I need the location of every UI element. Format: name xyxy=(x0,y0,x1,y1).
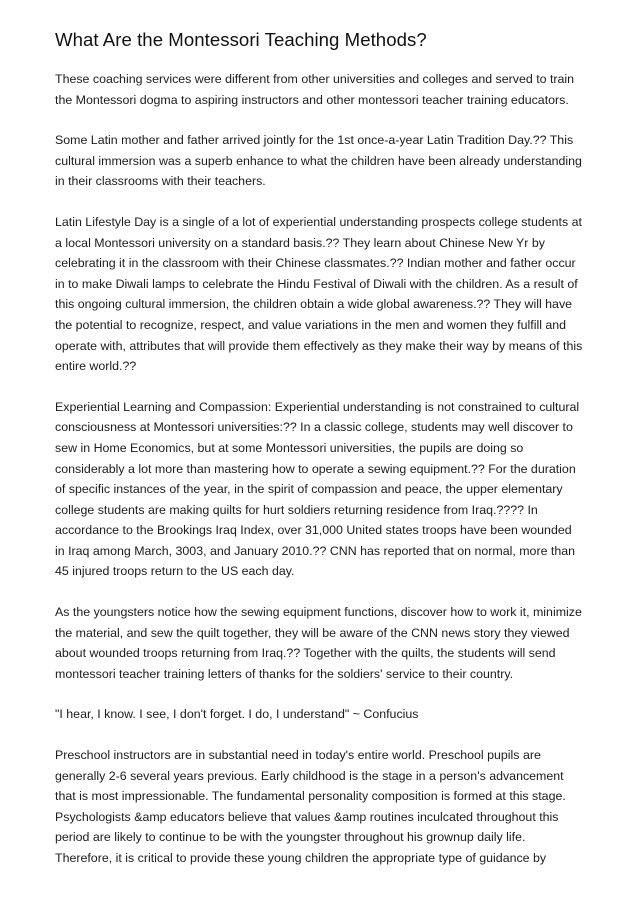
paragraph-sewing-equipment: As the youngsters notice how the sewing equipment functions, discover how to work it, minimize the material, and sew the quilt together, they will be aware of the CNN news story they viewed about wounded troops returning from Iraq.?? Together with the quilts, the students will send montessori teacher training letters of thanks for the soldiers' service to their country. xyxy=(55,605,582,681)
document-body xyxy=(55,69,583,869)
paragraph-latin-tradition-day: Some Latin mother and father arrived jointly for the 1st once-a-year Latin Tradition Day.?? This cultural immersion was a superb enhance to what the children have been already understanding in their classrooms with their teachers. xyxy=(55,133,582,189)
paragraph-experiential-learning: Experiential Learning and Compassion: Experiential understanding is not constrained to cultural consciousness at Montessori universities:?? In a classic college, students may well discover to sew in Home Economics, but at some Montessori universities, the pupils are doing so considerably a lot more than mastering how to operate a sewing equipment.?? For the duration of specific instances of the year, in the spirit of compassion and peace, the upper elementary college students are making quilts for hurt soldiers returning residence from Iraq.???? In accordance to the Brookings Iraq Index, over 31,000 United states troops have been wounded in Iraq among March, 3003, and January 2010.?? CNN has reported that on normal, more than 45 injured troops return to the US each day. xyxy=(55,399,580,579)
page-title: What Are the Montessori Teaching Methods? xyxy=(55,29,427,50)
paragraph-confucius-quote: "I hear, I know. I see, I don't forget. I do, I understand" ~ Confucius xyxy=(55,707,419,722)
paragraph-preschool-instructors: Preschool instructors are in substantial need in today's entire world. Preschool pupils are generally 2-6 several years previous. Early childhood is the stage in a person's advancement that is most impressionable. The fundamental personality composition is formed at this stage. Psychologists &amp educators believe that values &amp routines inculcated throughout this period are likely to continue to be with the youngster throughout his grownup daily life. Therefore, it is critical to provide these young children the appropriate type of guidance by xyxy=(55,748,566,865)
paragraph-latin-lifestyle-day: Latin Lifestyle Day is a single of a lot of experiential understanding prospects college students at a local Montessori university on a standard basis.?? They learn about Chinese New Yr by celebrating it in the classroom with their Chinese classmates.?? Indian mother and father occur in to make Diwali lamps to celebrate the Hindu Festival of Diwali with the children. As a result of this ongoing cultural immersion, the children obtain a wide global awareness.?? They will have the potential to recognize, respect, and value variations in the men and women they fulfill and operate with, attributes that will provide them effectively as they make their way by means of this entire world.?? xyxy=(55,214,583,374)
document-content xyxy=(55,26,583,889)
paragraph-coaching-services: These coaching services were different from other universities and colleges and served to train the Montessori dogma to aspiring instructors and other montessori teacher training educators. xyxy=(55,72,575,107)
